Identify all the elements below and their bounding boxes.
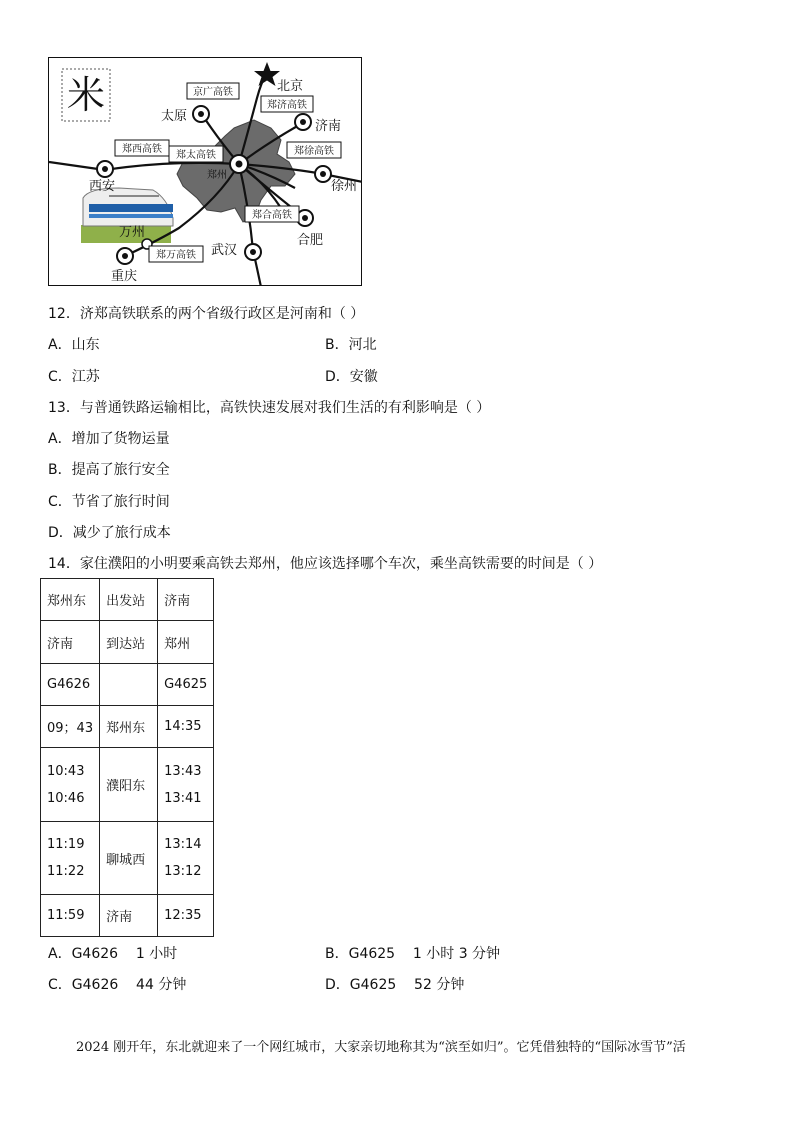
- table-row: [41, 895, 214, 937]
- option-letter: D．: [325, 369, 350, 385]
- q13-stem: 13．与普通铁路运输相比，高铁快速发展对我们生活的有利影响是（ ）: [48, 400, 491, 416]
- table-row: [41, 706, 214, 748]
- table-cell: 济南: [158, 579, 214, 621]
- label-zhengtai: 郑太高铁: [176, 150, 216, 161]
- city-taiyuan: 太原: [161, 109, 188, 124]
- option-text: 江苏: [71, 369, 100, 385]
- table-cell: [41, 822, 100, 895]
- option-text: G4626 44 分钟: [71, 977, 187, 993]
- q13-option-c[interactable]: [48, 493, 170, 511]
- time-depart: 11:22: [47, 864, 85, 879]
- table-row: [41, 748, 214, 822]
- q14-option-b[interactable]: [325, 945, 500, 963]
- option-letter: A．: [48, 337, 72, 353]
- option-letter: B．: [48, 462, 72, 478]
- option-text: G4626 1 小时: [71, 946, 178, 962]
- rice-symbol: 米: [66, 73, 106, 117]
- q14-option-a[interactable]: [48, 945, 177, 963]
- table-cell: G4625: [158, 664, 214, 706]
- q12-option-b[interactable]: [325, 336, 377, 354]
- q13-option-b[interactable]: [48, 461, 170, 479]
- city-beijing: 北京: [277, 79, 304, 94]
- rail-map-svg: [49, 58, 362, 286]
- option-text: G4625 1 小时 3 分钟: [348, 946, 501, 962]
- table-cell: G4626: [41, 664, 100, 706]
- option-text: 提高了旅行安全: [71, 462, 170, 478]
- q14-option-c[interactable]: [48, 976, 186, 994]
- table-cell: 聊城西: [100, 822, 158, 895]
- table-cell: 郑州东: [41, 579, 100, 621]
- time-arrive: 11:19: [47, 837, 85, 852]
- time-depart: 13:12: [164, 864, 202, 879]
- option-letter: A．: [48, 431, 72, 447]
- table-cell: 郑州东: [100, 706, 158, 748]
- label-zhengwan: 郑万高铁: [156, 250, 196, 261]
- city-xuzhou: 徐州: [331, 179, 358, 194]
- option-letter: B．: [325, 946, 349, 962]
- option-text: G4625 52 分钟: [349, 977, 465, 993]
- q13-option-a[interactable]: [48, 430, 170, 448]
- option-letter: C．: [48, 494, 72, 510]
- option-letter: D．: [325, 977, 350, 993]
- option-letter: A．: [48, 946, 72, 962]
- q12-option-d[interactable]: [325, 368, 378, 386]
- table-row: [41, 579, 214, 621]
- table-cell: 濮阳东: [100, 748, 158, 822]
- q12-option-c[interactable]: [48, 368, 100, 386]
- table-cell: 11:59: [41, 895, 100, 937]
- table-row: [41, 822, 214, 895]
- table-cell: 09；43: [41, 706, 100, 748]
- time-depart: 13:41: [164, 790, 202, 806]
- option-text: 河北: [348, 337, 377, 353]
- label-zhenghe: 郑合高铁: [252, 210, 292, 221]
- q14-stem: 14．家住濮阳的小明要乘高铁去郑州，他应该选择哪个车次，乘坐高铁需要的时间是（ ）: [48, 556, 603, 572]
- option-letter: C．: [48, 977, 72, 993]
- city-zhengzhou: 郑州: [207, 170, 227, 181]
- time-depart: 10:46: [47, 790, 85, 806]
- city-jinan: 济南: [315, 119, 342, 134]
- table-row: [41, 664, 214, 706]
- option-text: 山东: [71, 337, 100, 353]
- table-cell: 出发站: [100, 579, 158, 621]
- table-cell: [41, 748, 100, 822]
- schedule-table: [40, 578, 214, 937]
- table-cell: 郑州: [158, 621, 214, 664]
- option-text: 增加了货物运量: [71, 431, 170, 447]
- city-wanzhou: 万州: [119, 225, 146, 240]
- label-jingguang: 京广高铁: [193, 87, 233, 98]
- q12-stem: 12．济郑高铁联系的两个省级行政区是河南和（ ）: [48, 306, 365, 322]
- table-row: [41, 621, 214, 664]
- q12-option-a[interactable]: [48, 336, 100, 354]
- table-cell: 到达站: [100, 621, 158, 664]
- table-cell: 济南: [41, 621, 100, 664]
- city-xian: 西安: [89, 179, 116, 194]
- rail-map-figure: [48, 57, 362, 286]
- next-passage-text: 2024 刚开年，东北就迎来了一个网红城市，大家亲切地称其为“滨至如归”。它凭借独特的“国际冰雪节”活: [76, 1040, 686, 1055]
- time-arrive: 10:43: [47, 763, 85, 779]
- table-cell: 济南: [100, 895, 158, 937]
- time-arrive: 13:14: [164, 837, 202, 852]
- option-text: 减少了旅行成本: [72, 525, 171, 541]
- label-zhengji: 郑济高铁: [267, 100, 307, 111]
- label-zhengxu: 郑徐高铁: [294, 146, 334, 157]
- option-text: 安徽: [349, 369, 378, 385]
- table-cell: 12:35: [158, 895, 214, 937]
- table-cell: 14:35: [158, 706, 214, 748]
- time-arrive: 13:43: [164, 763, 202, 779]
- label-zhengxi: 郑西高铁: [122, 144, 162, 155]
- q13-option-d[interactable]: [48, 524, 171, 542]
- option-letter: B．: [325, 337, 349, 353]
- table-cell: [100, 664, 158, 706]
- q14-option-d[interactable]: [325, 976, 464, 994]
- city-wuhan: 武汉: [211, 243, 238, 258]
- city-hefei: 合肥: [297, 233, 324, 248]
- table-cell: [158, 822, 214, 895]
- table-cell: [158, 748, 214, 822]
- option-letter: C．: [48, 369, 72, 385]
- option-text: 节省了旅行时间: [71, 494, 170, 510]
- option-letter: D．: [48, 525, 73, 541]
- city-chongqing: 重庆: [111, 269, 138, 284]
